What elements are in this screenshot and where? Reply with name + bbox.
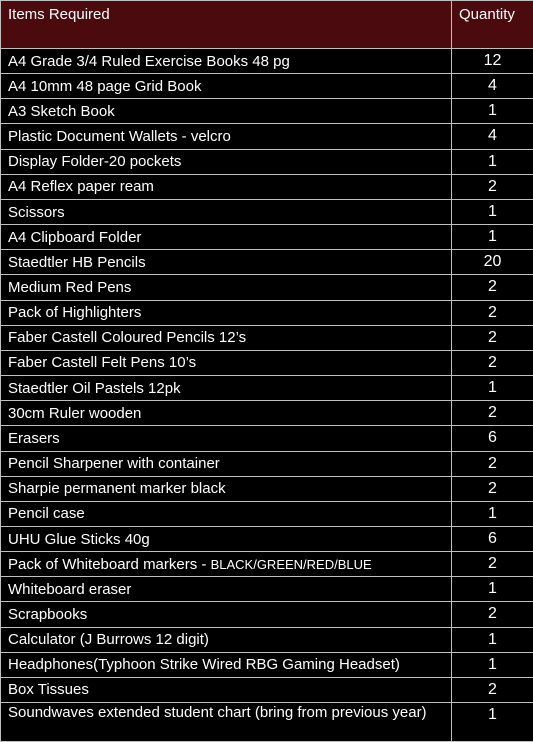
item-label: A4 Clipboard Folder: [8, 229, 141, 246]
quantity-cell: 2: [452, 350, 533, 375]
item-label: Erasers: [8, 430, 60, 447]
item-cell: [1, 300, 452, 325]
item-cell: [1, 677, 452, 702]
table-row: [1, 225, 533, 250]
item-cell: [1, 426, 452, 451]
quantity-cell: 1: [452, 652, 533, 677]
item-label: Scissors: [8, 204, 65, 221]
item-label: A4 Grade 3/4 Ruled Exercise Books 48 pg: [8, 53, 290, 70]
item-cell: [1, 149, 452, 174]
quantity-cell: 1: [452, 501, 533, 526]
quantity-cell: 1: [452, 225, 533, 250]
quantity-cell: 6: [452, 526, 533, 551]
quantity-cell: 12: [452, 49, 533, 74]
table-row: [1, 99, 533, 124]
item-cell: [1, 99, 452, 124]
item-cell: [1, 124, 452, 149]
table-row: [1, 476, 533, 501]
quantity-cell: 6: [452, 426, 533, 451]
item-cell: [1, 577, 452, 602]
item-label: Staedtler HB Pencils: [8, 254, 146, 271]
quantity-cell: 1: [452, 703, 533, 742]
quantity-cell: 1: [452, 376, 533, 401]
quantity-cell: 1: [452, 199, 533, 224]
item-cell: [1, 526, 452, 551]
table-row: [1, 275, 533, 300]
item-label: Pack of Highlighters: [8, 304, 141, 321]
table-row: [1, 602, 533, 627]
item-label: Staedtler Oil Pastels 12pk: [8, 380, 181, 397]
item-label: Pencil Sharpener with container: [8, 455, 220, 472]
table-row: [1, 652, 533, 677]
table-row: [1, 300, 533, 325]
quantity-cell: 1: [452, 99, 533, 124]
item-label: Sharpie permanent marker black: [8, 480, 226, 497]
table-body: [1, 49, 533, 742]
quantity-cell: 2: [452, 325, 533, 350]
quantity-cell: 2: [452, 677, 533, 702]
table-row: [1, 124, 533, 149]
table-row: [1, 451, 533, 476]
quantity-cell: 4: [452, 124, 533, 149]
item-cell: [1, 552, 452, 577]
quantity-cell: 1: [452, 149, 533, 174]
item-cell: [1, 325, 452, 350]
item-label: Medium Red Pens: [8, 279, 131, 296]
item-cell: [1, 225, 452, 250]
item-cell: [1, 401, 452, 426]
item-label: Calculator (J Burrows 12 digit): [8, 631, 209, 648]
item-label: UHU Glue Sticks 40g: [8, 531, 150, 548]
item-label: 30cm Ruler wooden: [8, 405, 141, 422]
table-row: [1, 577, 533, 602]
item-label: Faber Castell Felt Pens 10’s: [8, 354, 196, 371]
item-cell: [1, 199, 452, 224]
item-cell: [1, 602, 452, 627]
item-label: Faber Castell Coloured Pencils 12’s: [8, 329, 246, 346]
quantity-cell: 2: [452, 401, 533, 426]
item-label: Whiteboard eraser: [8, 581, 131, 598]
item-label: Pack of Whiteboard markers -: [8, 556, 211, 573]
item-label: Pencil case: [8, 505, 85, 522]
table-row: [1, 526, 533, 551]
table-row: [1, 376, 533, 401]
item-cell: [1, 49, 452, 74]
quantity-cell: 20: [452, 250, 533, 275]
item-cell: [1, 74, 452, 99]
table-row: [1, 149, 533, 174]
table-row: [1, 703, 533, 742]
header-quantity: Quantity: [452, 1, 533, 49]
item-label: A4 Reflex paper ream: [8, 178, 154, 195]
item-label: Scrapbooks: [8, 606, 87, 623]
item-label: Display Folder-20 pockets: [8, 153, 181, 170]
item-label-detail: BLACK/GREEN/RED/BLUE: [211, 557, 372, 572]
item-label: Box Tissues: [8, 681, 89, 698]
table-row: [1, 426, 533, 451]
item-label: Headphones(Typhoon Strike Wired RBG Gaming Headset): [8, 656, 400, 673]
item-cell: [1, 376, 452, 401]
item-label: Plastic Document Wallets - velcro: [8, 128, 231, 145]
item-cell: [1, 451, 452, 476]
table-row: [1, 552, 533, 577]
table-row: [1, 49, 533, 74]
item-cell: [1, 350, 452, 375]
quantity-cell: 2: [452, 552, 533, 577]
item-cell: [1, 703, 452, 742]
table-row: [1, 199, 533, 224]
quantity-cell: 2: [452, 476, 533, 501]
table-row: [1, 401, 533, 426]
quantity-cell: 2: [452, 300, 533, 325]
item-cell: [1, 174, 452, 199]
quantity-cell: 2: [452, 174, 533, 199]
item-label: A3 Sketch Book: [8, 103, 115, 120]
table-row: [1, 74, 533, 99]
quantity-cell: 1: [452, 627, 533, 652]
quantity-cell: 2: [452, 451, 533, 476]
table-row: [1, 350, 533, 375]
quantity-cell: 4: [452, 74, 533, 99]
header-items-required: Items Required: [1, 1, 452, 49]
quantity-cell: 2: [452, 275, 533, 300]
quantity-cell: 1: [452, 577, 533, 602]
item-cell: [1, 501, 452, 526]
table-row: [1, 677, 533, 702]
table-row: [1, 174, 533, 199]
table-row: [1, 325, 533, 350]
header-row: [1, 1, 533, 49]
item-cell: [1, 250, 452, 275]
table-row: [1, 501, 533, 526]
item-cell: [1, 275, 452, 300]
item-label: A4 10mm 48 page Grid Book: [8, 78, 201, 95]
table-row: [1, 250, 533, 275]
item-cell: [1, 652, 452, 677]
item-label: Soundwaves extended student chart (bring from previous year): [8, 704, 427, 721]
quantity-cell: 2: [452, 602, 533, 627]
item-cell: [1, 476, 452, 501]
